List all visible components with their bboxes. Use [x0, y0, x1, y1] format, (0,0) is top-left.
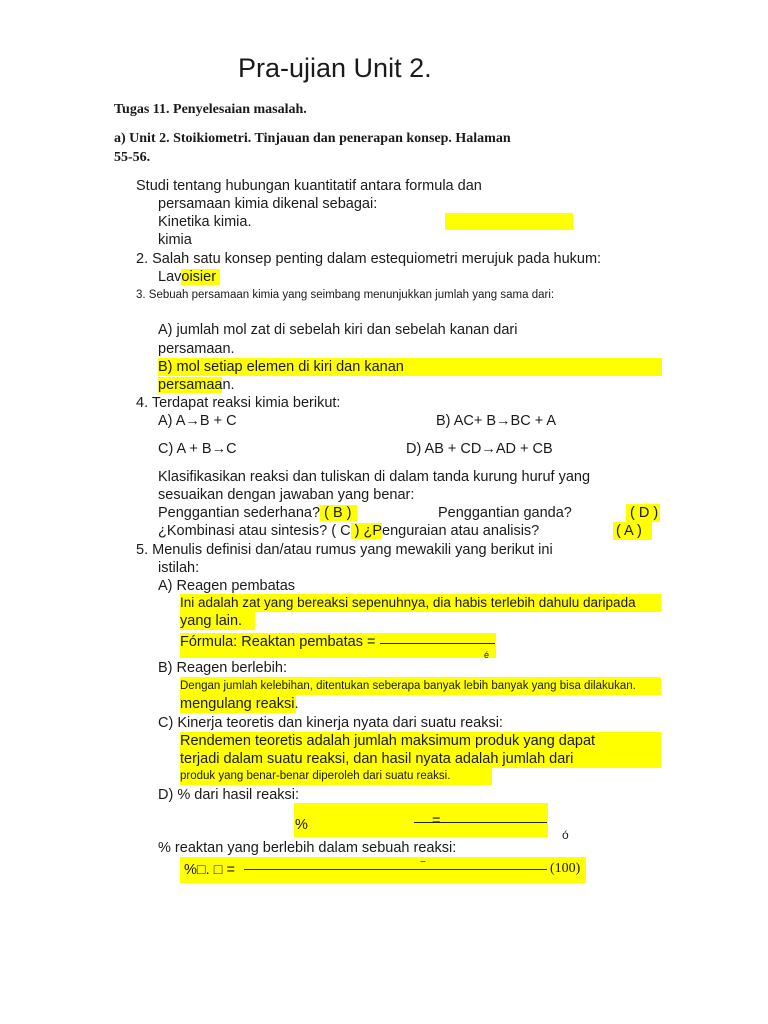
q5-line2: istilah: [158, 560, 200, 576]
q5-b-definition-line1: Dengan jumlah kelebihan, ditentukan seberapa banyak lebih banyak yang bisa dilakukan. [180, 677, 661, 695]
q5-e-fraction-bar [244, 869, 547, 870]
q4-reaction-c: C) A + B→C [158, 441, 237, 457]
q5-c-heading: C) Kinerja teoretis dan kinerja nyata dari suatu reaksi: [158, 715, 503, 731]
q3-line1: 3. Sebuah persamaan kimia yang seimbang menunjukkan jumlah yang sama dari: [136, 289, 555, 301]
q5-e-top-mark: − [420, 857, 426, 868]
q5-d-formula-box [294, 803, 548, 837]
q5-c-definition-line2: terjadi dalam suatu reaksi, dan hasil nyata adalah jumlah dari [180, 750, 661, 768]
q4-double-replacement: Penggantian ganda? [438, 505, 572, 521]
q5-d-equals: = [432, 813, 441, 829]
q5-c-definition-line3: produk yang benar-benar diperoleh dari suatu reaksi. [180, 767, 492, 785]
page-title: Pra-ujian Unit 2. [238, 53, 432, 83]
q5-e-formula-box [180, 857, 586, 883]
q5-d-percent: % [295, 817, 308, 833]
q4-combination-decomposition: ¿Kombinasi atau sintesis? ( C ) ¿Penguraian atau analisis? [158, 523, 540, 539]
q1-line4: kimia [158, 232, 192, 248]
section-heading-line1: a) Unit 2. Stoikiometri. Tinjauan dan penerapan konsep. Halaman [114, 131, 511, 146]
q4-line1: 4. Terdapat reaksi kimia berikut: [136, 395, 341, 411]
q4-simple-replacement: Penggantian sederhana? ( B ) [158, 504, 357, 522]
q5-a-formula: Fórmula: Reaktan pembatas = [180, 633, 496, 658]
q4-instruction-line2: sesuaikan dengan jawaban yang benar: [158, 487, 415, 503]
q5-d-mark: ó [562, 828, 569, 842]
task-heading: Tugas 11. Penyelesaian masalah. [114, 102, 307, 117]
q4-reaction-a: A) A→B + C [158, 413, 237, 429]
q5-e-lhs: %□. □ = [184, 862, 235, 878]
q1-line3: Kinetika kimia. [158, 214, 252, 230]
q5-b-heading: B) Reagen berlebih: [158, 660, 287, 676]
q1-line2: persamaan kimia dikenal sebagai: [158, 196, 378, 212]
q4-reaction-d: D) AB + CD→AD + CB [406, 441, 553, 457]
q4-reaction-b: B) AC+ B→BC + A [436, 413, 557, 429]
q4-double-replacement-answer: ( D ) [626, 504, 660, 522]
q5-a-heading: A) Reagen pembatas [158, 578, 296, 594]
q3-option-b-line2: persamaan. [158, 377, 235, 393]
q5-e-rhs: (100) [550, 861, 581, 876]
q4-decomposition-answer: ( A ) [613, 522, 652, 540]
q1-answer-highlight [445, 213, 573, 230]
section-heading-line2: 55-56. [114, 150, 151, 165]
q4-instruction-line1: Klasifikasikan reaksi dan tuliskan di dalam tanda kurung huruf yang [158, 469, 591, 485]
q5-a-formula-mark: é [484, 650, 490, 660]
q5-c-definition-line1: Rendemen teoretis adalah jumlah maksimum produk yang dapat [180, 732, 661, 750]
q3-option-a-line2: persamaan. [158, 341, 235, 357]
q5-a-definition-line1: Ini adalah zat yang bereaksi sepenuhnya, dia habis terlebih dahulu daripada [180, 594, 661, 612]
q5-b-definition-line2: mengulang reaksi. [180, 696, 299, 712]
q5-line1: 5. Menulis definisi dan/atau rumus yang mewakili yang berikut ini [136, 542, 553, 558]
q2-answer: Lavoisier [158, 268, 220, 286]
q1-line1: Studi tentang hubungan kuantitatif antara formula dan [136, 178, 482, 194]
q2-line1: 2. Salah satu konsep penting dalam estequiometri merujuk pada hukum: [136, 251, 602, 267]
q3-option-a-line1: A) jumlah mol zat di sebelah kiri dan sebelah kanan dari [158, 322, 518, 338]
q5-a-definition-line2: yang lain. [180, 612, 255, 630]
q5-e-heading: % reaktan yang berlebih dalam sebuah reaksi: [158, 840, 457, 856]
q5-a-fraction-bar [380, 643, 495, 644]
q3-option-b-line1: B) mol setiap elemen di kiri dan kanan [158, 358, 662, 376]
q5-d-heading: D) % dari hasil reaksi: [158, 787, 300, 803]
